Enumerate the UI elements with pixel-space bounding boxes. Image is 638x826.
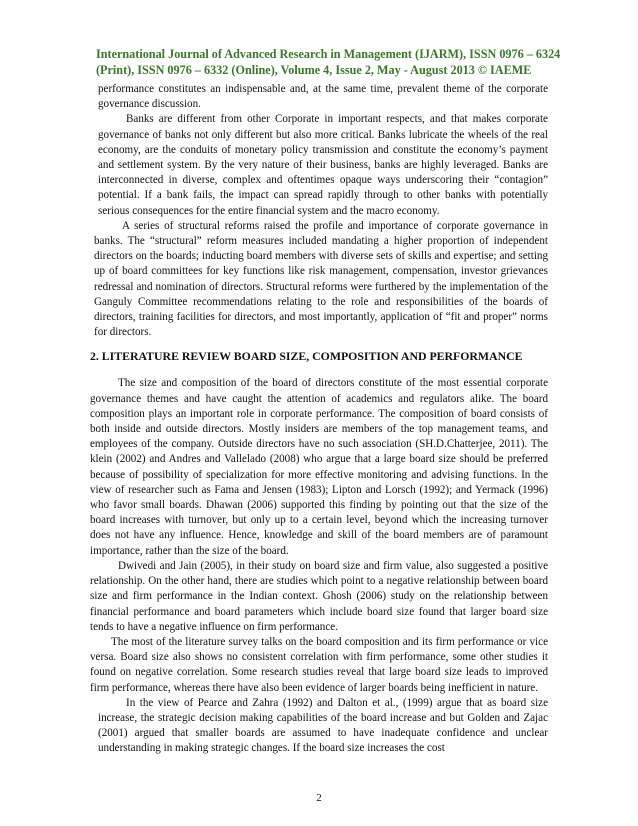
section-title: 2. LITERATURE REVIEW BOARD SIZE, COMPOSITION AND PERFORMANCE bbox=[90, 349, 523, 364]
paragraph-1: performance constitutes an indispensable and, at the same time, prevalent theme of the corporate governance discussion. bbox=[98, 83, 548, 111]
journal-header-line-2: (Print), ISSN 0976 – 6332 (Online), Volume 4, Issue 2, May - August 2013 © IAEME bbox=[96, 63, 532, 77]
paragraph-5: Dwivedi and Jain (2005), in their study on board size and firm value, also suggested a positive relationship. On the other hand, there are studies which point to a negative relationship between board size and firm performance in the Indian context. Ghosh (2006) study on the relationship between financial performance and board parameters which include board size found that larger board size tends to have a negative influence on firm performance. bbox=[90, 559, 548, 633]
paragraph-7: In the view of Pearce and Zahra (1992) and Dalton et al., (1999) argue that as board size increase, the strategic decision making capabilities of the board increase and but Golden and Zajac (2001) argued that smaller boards are assumed to have inadequate confidence and unclear understanding in making strategic changes. If the board size increases the cost bbox=[98, 696, 548, 755]
paragraph-6: The most of the literature survey talks on the board composition and its firm performance or vice versa. Board size also shows no consistent correlation with firm performance, some other studies it found on negative correlation. Some research studies reveal that large board size leads to improved firm performance, whereas there have also been evidence of larger boards being inefficient in nature. bbox=[90, 635, 548, 694]
journal-header-line-1: International Journal of Advanced Research in Management (IJARM), ISSN 0976 – 6324 bbox=[96, 47, 561, 61]
page-number: 2 bbox=[316, 792, 322, 804]
paragraph-2: Banks are different from other Corporate in important respects, and that makes corporate governance of banks not only different but also more critical. Banks lubricate the wheels of the real economy, are the conduits of monetary policy transmission and constitute the economy’s payment and settlement system. By the very nature of their business, banks are highly leveraged. Banks are interconnected in diverse, complex and oftentimes opaque ways underscoring their “contagion” potential. If a bank fails, the impact can spread rapidly through to other banks with potentially serious consequences for the entire financial system and the macro economy. bbox=[98, 113, 548, 217]
journal-header bbox=[96, 46, 561, 78]
paragraph-3: A series of structural reforms raised the profile and importance of corporate governance in banks. The “structural” reform measures included mandating a higher proportion of independent directors on the boards; inducting board members with diverse sets of skills and expertise; and setting up of board committees for key functions like risk management, compensation, investor grievances redressal and nomination of directors. Structural reforms were furthered by the implementation of the Ganguly Committee recommendations relating to the role and responsibilities of the boards of directors, training facilities for directors, and most importantly, application of “fit and proper” norms for directors. bbox=[94, 219, 548, 339]
article-body bbox=[90, 82, 548, 757]
paragraph-4: The size and composition of the board of directors constitute of the most essential corporate governance themes and have caught the attention of academics and regulators alike. The board composition plays an important role in corporate performance. The composition of board consists of both inside and outside directors. Mostly insiders are members of the top management teams, and employees of the company. Outside directors have no such association (SH.D.Chatterjee, 2011). The klein (2002) and Andres and Vallelado (2008) who argue that a large board size should be preferred because of possibility of specialization for more effective monitoring and advising functions. In the view of researcher such as Fama and Jensen (1983); Lipton and Lorsch (1992); and Yermack (1996) who favor small boards. Dhawan (2006) supported this finding by pointing out that the size of the board increases with turnover, but only up to a certain level, beyond which the increasing turnover does not have any influence. Hence, knowledge and skill of the board members are of paramount importance, rather than the size of the board. bbox=[90, 377, 548, 557]
